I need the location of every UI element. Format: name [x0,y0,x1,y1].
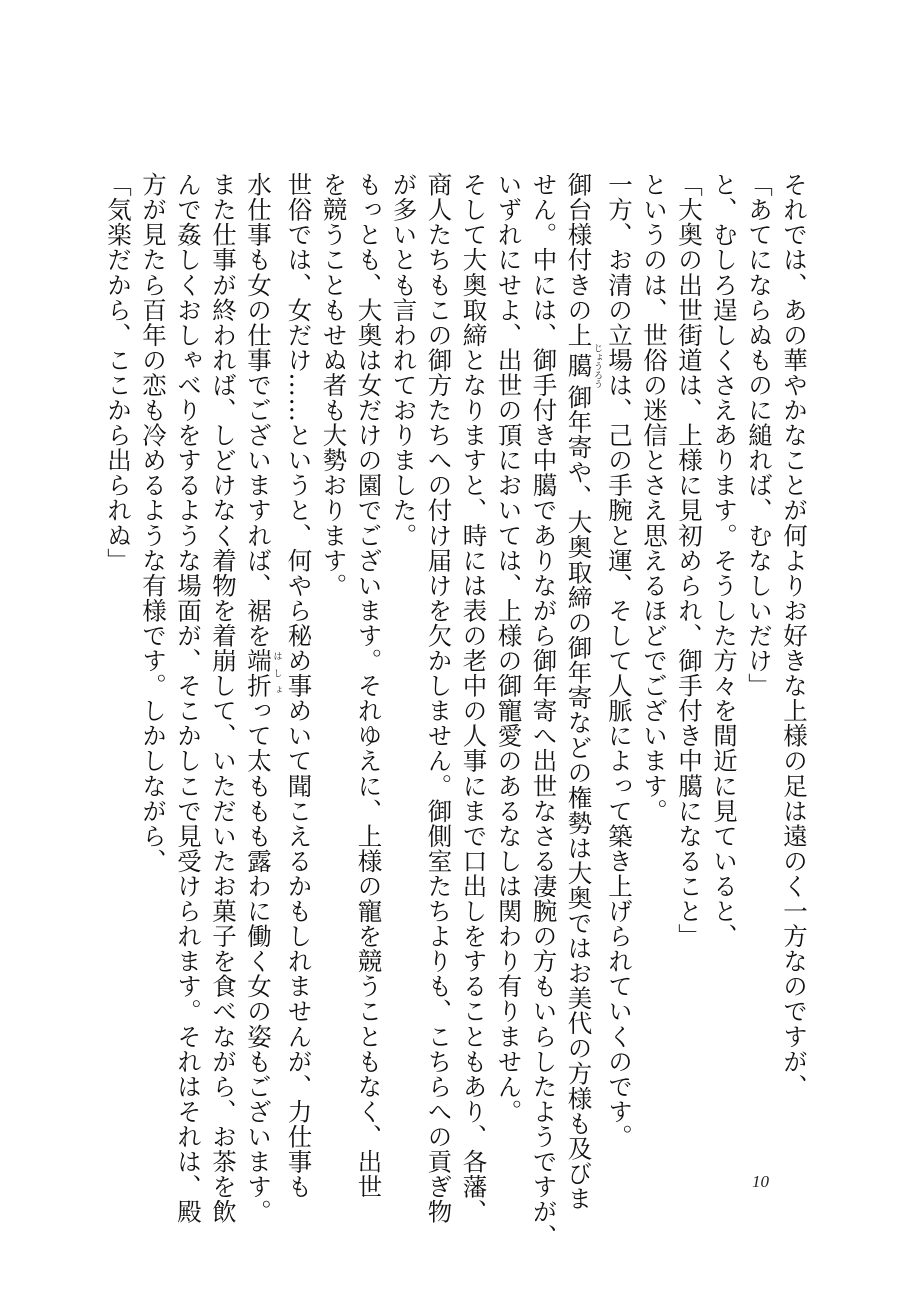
text-line-with-ruby [562,172,603,1212]
text-line: また仕事が終われば、しどけなく着物を着崩して、いただいたお菓子を食べながら、お茶を飲 [209,172,238,1225]
text-line: いずれにせよ、出世の頂においては、上様の御寵愛のあるなしは関わり有りません。 [494,172,524,1124]
ruby-base: 端折 [244,647,273,699]
vertical-text-body [101,172,812,1250]
ruby-base: 臈 [564,343,594,389]
text-line: を競うこともせぬ者も大勢おります。 [319,172,349,598]
text-line: んで姦しくおしゃべりをするような場面が、そこかしこで見受けられます。それはそれは、殿 [174,172,203,1225]
text-segment: 水仕事も女の仕事でございますれば、裾を [244,172,273,648]
text-line: せん。中には、御手付き中臈でありながら御年寄へ出世なさる凄腕の方もいらしたようですが、 [529,172,559,1250]
page-number: 10 [752,1172,769,1191]
text-line: 「大奥の出世街道は、上様に見初められ、御手付き中臈になること」 [675,172,704,949]
ruby-reading: じょうろう [592,343,602,389]
text-line: と、むしろ逞しくさえあります。そうした方々を間近に見ていると、 [710,172,739,949]
ruby-reading: はしょ [271,647,282,699]
text-line: 方が見たら百年の恋も冷めるような有様です。しかしながら、 [139,172,168,874]
text-line: 一方、お清の立場は、己の手腕と運、そして人脈によって築き上げられていくのです。 [605,172,634,1149]
text-line: それでは、あの華やかなことが何よりお好きな上様の足は遠のく一方なのですが、 [780,172,809,1099]
text-segment: 御台様付きの上 [564,172,594,348]
text-line: もっとも、大奥は女だけの園でございます。それゆえに、上様の寵を競うこともなく、出世 [354,172,384,1200]
text-line-with-ruby [241,172,282,1225]
text-line: 世俗では、女だけ……というと、何やら秘め事めいて聞こえるかもしれませんが、力仕事も [284,172,314,1200]
text-segment: 御年寄や、大奥取締の御年寄などの権勢は大奥ではお美代の方様も及びま [564,384,594,1212]
text-line: 商人たちもこの御方たちへの付け届けを欠かしません。御側室たちよりも、こちらへの貢ぎ物 [424,172,454,1225]
text-line: が多いとも言われておりました。 [389,172,419,548]
text-segment: って太ももも露わに働く女の姿もございます。 [244,698,273,1225]
ruby-annotation [564,343,602,389]
text-line: そして大奥取締となりますと、時には表の老中の人事にまで口出しをすることもあり、各藩、 [459,172,489,1225]
text-line: 「気楽だから、ここから出られぬ」 [104,172,133,573]
text-line: 「あてにならぬものに縋れば、むなしいだけ」 [745,172,774,699]
text-line: というのは、世俗の迷信とさえ思えるほどでございます。 [640,172,669,824]
ruby-annotation [244,647,282,699]
